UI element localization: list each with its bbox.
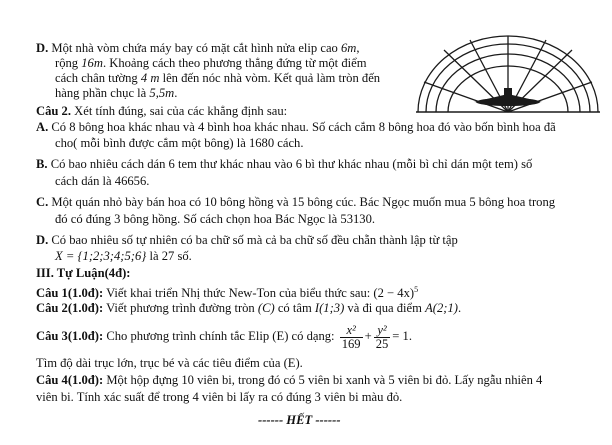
item-d-line-2: rộng 16m. Khoảng cách theo phương thẳng đứng từ một điểm [55,56,367,70]
q2-c-line-1: C. Một quán nhỏ bày bán hoa có 10 bông hồng và 15 bông cúc. Bác Ngọc muốn mua 5 bông hoa trong [36,195,556,209]
fraction-x: $\frac{\text{x²}}{169}$ [341,322,361,351]
c4-line-2: viên bi. Tính xác suất để trong 4 viên bi lấy ra có đúng 3 viên bi màu đỏ. [36,390,403,404]
item-d-line-3: cách chân tường 4 m lên đến nóc nhà vòm. Kết quả làm tròn đến [55,71,381,85]
q2-b-line-1: B. Có bao nhiêu cách dán 6 tem thư khác nhau vào 6 bì thư khác nhau (mỗi bì chỉ dán một tem) số [36,157,533,171]
section-3-title: III. Tự Luận(4đ): [36,266,131,280]
q2-b-line-2: cách dán là 46656. [55,174,150,188]
q2-a-line-1: A. Có 8 bông hoa khác nhau và 4 bình hoa khác nhau. Số cách cắm 8 bông hoa đó vào bốn bình hoa đã [36,120,556,134]
c2-line: Câu 2(1.0đ): Viết phương trình đường tròn (C) có tâm I(1;3) và đi qua điểm A(2;1). [36,301,462,315]
q2-c-line-2: đó có đúng 3 bông hồng. Số cách chọn hoa Bác Ngọc là 53130. [55,212,376,226]
c3-line-2: Tìm độ dài trục lớn, trục bé và các tiêu điểm của (E). [36,356,303,370]
item-d-label: D. [36,41,49,55]
c3-line: Câu 3(1.0đ): Cho phương trình chính tắc Elip (E) có dạng: $\frac{\text{x²}}{169}$ + $\frac{\text{y²}}{25}$ = 1. [36,322,412,351]
q2-d-line-2: X = {1;2;3;4;5;6} là 27 số. [55,249,192,263]
hangar-illustration-icon [414,32,602,114]
q2-a-line-2: cho( mỗi bình được cắm một bông) là 1680 cách. [55,136,304,150]
q2-d-line-1: D. Có bao nhiêu số tự nhiên có ba chữ số mà cả ba chữ số đều chẵn thành lập từ tập [36,233,458,247]
c4-line-1: Câu 4(1.0đ): Một hộp đựng 10 viên bi, trong đó có 5 viên bi xanh và 5 viên bi đỏ. Lấy ngẫu nhiên 4 [36,373,543,387]
item-d-line-1: D. Một nhà vòm chứa máy bay có mặt cắt hình nửa elip cao 6m, [36,41,360,55]
item-d-line-4: hàng phần chục là 5,5m. [55,86,178,100]
end-marker: ------ HẾT ------ [258,413,341,427]
q2-heading: Câu 2. Xét tính đúng, sai của các khẳng định sau: [36,104,288,118]
c1-line: Câu 1(1.0đ): Viết khai triển Nhị thức New-Ton của biểu thức sau: $(2 - 4x)^5$ [36,285,419,301]
fraction-y: $\frac{\text{y²}}{25}$ [375,322,389,351]
